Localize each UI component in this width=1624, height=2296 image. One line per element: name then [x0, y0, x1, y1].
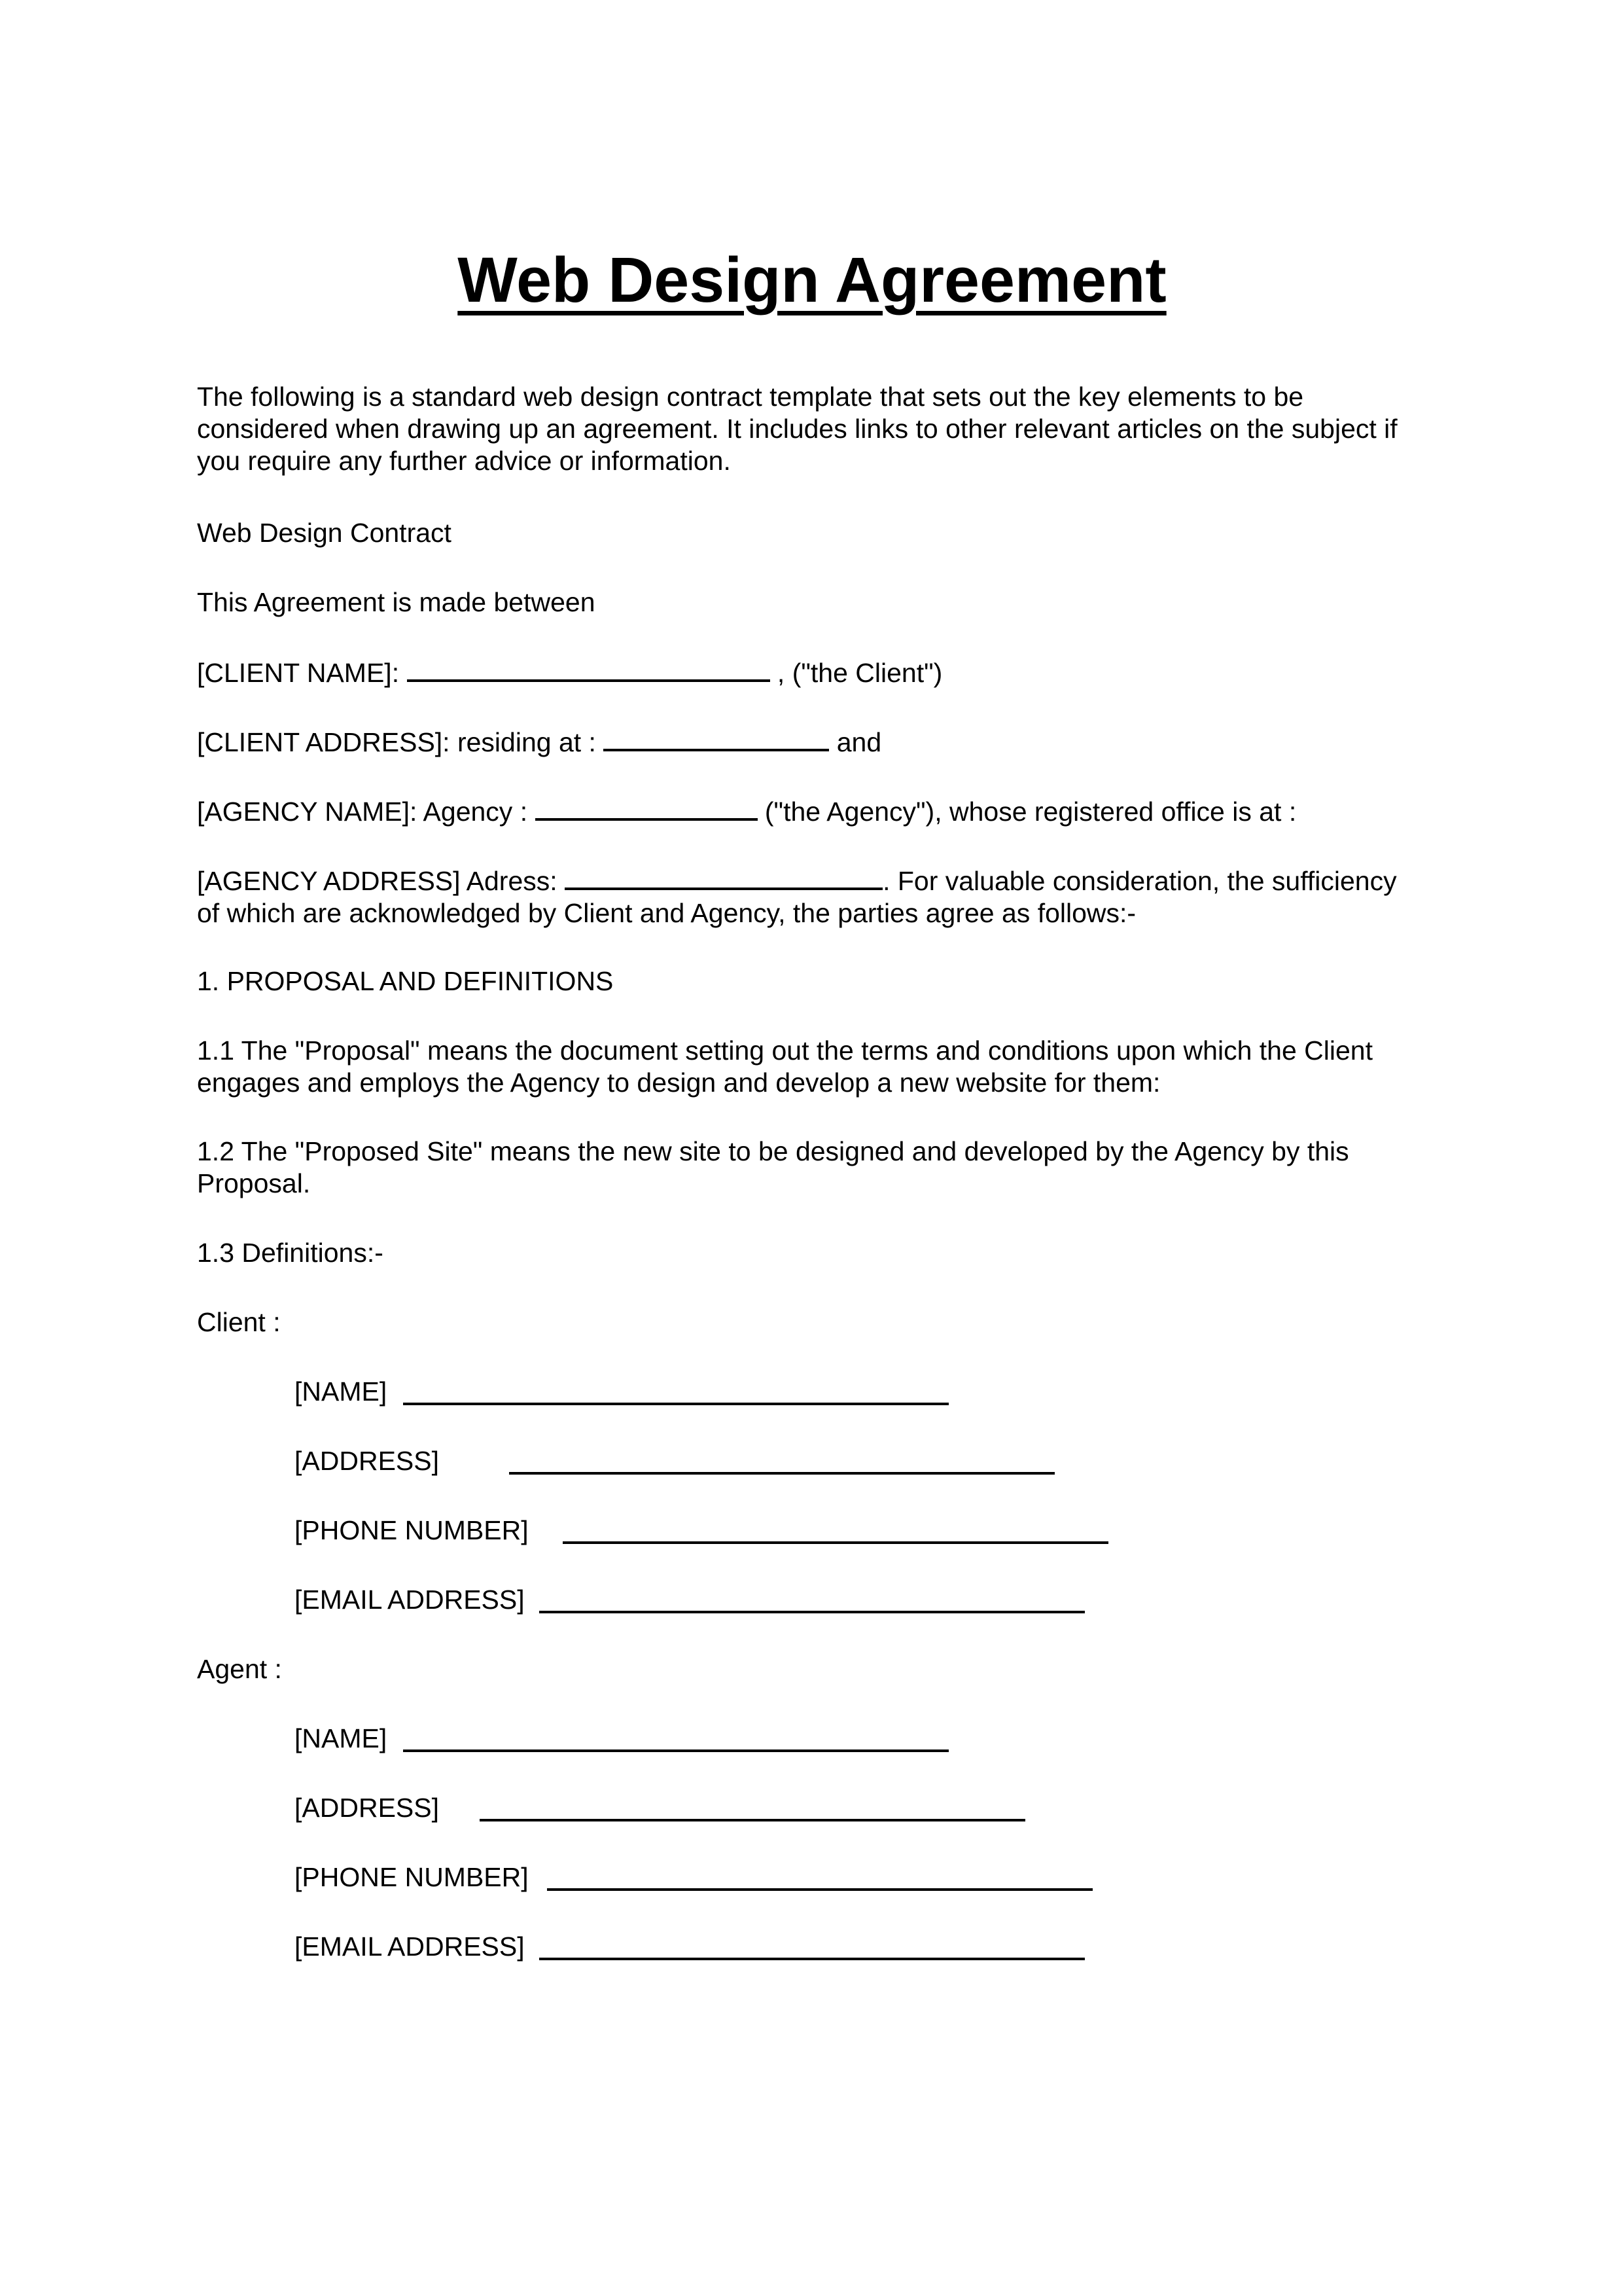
- client-name-line: [197, 656, 1440, 689]
- agency-name-line: [197, 795, 1440, 828]
- document-title: Web Design Agreement: [457, 244, 1167, 315]
- client-name-field-label: [NAME]: [294, 1376, 387, 1407]
- client-address-line: [197, 725, 1440, 759]
- intro-line-2: considered when drawing up an agreement. It includes links to other relevant articles on the subject if: [197, 414, 1398, 444]
- client-address-blank[interactable]: [603, 725, 829, 751]
- client-email-field-line[interactable]: [539, 1611, 1085, 1613]
- agent-name-field-line[interactable]: [403, 1749, 949, 1752]
- agency-address-suffix: . For valuable consideration, the sufficiency: [883, 866, 1397, 896]
- clause-1-2: [197, 1136, 1440, 1200]
- client-phone-field-label: [PHONE NUMBER]: [294, 1515, 529, 1545]
- contract-heading: Web Design Contract: [197, 518, 451, 548]
- agency-name-blank[interactable]: [535, 795, 758, 821]
- agency-name-suffix: ("the Agency"), whose registered office is at :: [764, 797, 1297, 827]
- intro-line-3: you require any further advice or information.: [197, 446, 731, 476]
- made-between-text: This Agreement is made between: [197, 587, 595, 617]
- clause-1-2-line-1: 1.2 The "Proposed Site" means the new site to be designed and developed by the Agency by this: [197, 1136, 1349, 1166]
- agent-phone-field-line[interactable]: [547, 1888, 1093, 1891]
- clause-1-1-line-2: engages and employs the Agency to design and develop a new website for them:: [197, 1067, 1161, 1098]
- agent-phone-field-label: [PHONE NUMBER]: [294, 1862, 529, 1892]
- agency-name-label: [AGENCY NAME]: Agency :: [197, 797, 528, 827]
- clause-1-1: [197, 1035, 1440, 1099]
- clause-1-1-line-1: 1.1 The "Proposal" means the document setting out the terms and conditions upon which the Client: [197, 1035, 1373, 1066]
- client-address-suffix: and: [836, 727, 882, 757]
- client-name-blank[interactable]: [407, 656, 770, 682]
- client-block-heading: Client :: [197, 1307, 281, 1337]
- client-address-field-line[interactable]: [509, 1472, 1055, 1475]
- client-name-suffix: , ("the Client"): [777, 658, 943, 688]
- section-1-heading: 1. PROPOSAL AND DEFINITIONS: [197, 966, 614, 996]
- agency-address-line-2: of which are acknowledged by Client and Agency, the parties agree as follows:-: [197, 898, 1137, 928]
- agency-address-label: [AGENCY ADDRESS] Adress:: [197, 866, 557, 896]
- agent-address-field-label: [ADDRESS]: [294, 1793, 439, 1823]
- agency-address-paragraph: [197, 864, 1440, 929]
- agent-block-heading: Agent :: [197, 1654, 282, 1684]
- client-address-label: [CLIENT ADDRESS]: residing at :: [197, 727, 596, 757]
- agent-email-field-line[interactable]: [539, 1958, 1085, 1960]
- client-phone-field-line[interactable]: [563, 1541, 1108, 1544]
- client-email-field-label: [EMAIL ADDRESS]: [294, 1585, 525, 1615]
- client-address-field-label: [ADDRESS]: [294, 1446, 439, 1476]
- agency-address-line-1: [197, 864, 1440, 897]
- agent-name-field-label: [NAME]: [294, 1723, 387, 1753]
- agent-address-field-line[interactable]: [480, 1819, 1025, 1821]
- clause-1-2-line-2: Proposal.: [197, 1168, 311, 1198]
- intro-line-1: The following is a standard web design contract template that sets out the key elements to be: [197, 382, 1304, 412]
- client-name-field-line[interactable]: [403, 1403, 949, 1405]
- agent-email-field-label: [EMAIL ADDRESS]: [294, 1931, 525, 1962]
- client-name-label: [CLIENT NAME]:: [197, 658, 400, 688]
- agency-address-blank[interactable]: [565, 864, 883, 890]
- clause-1-3: 1.3 Definitions:-: [197, 1238, 383, 1268]
- intro-paragraph: [197, 381, 1440, 477]
